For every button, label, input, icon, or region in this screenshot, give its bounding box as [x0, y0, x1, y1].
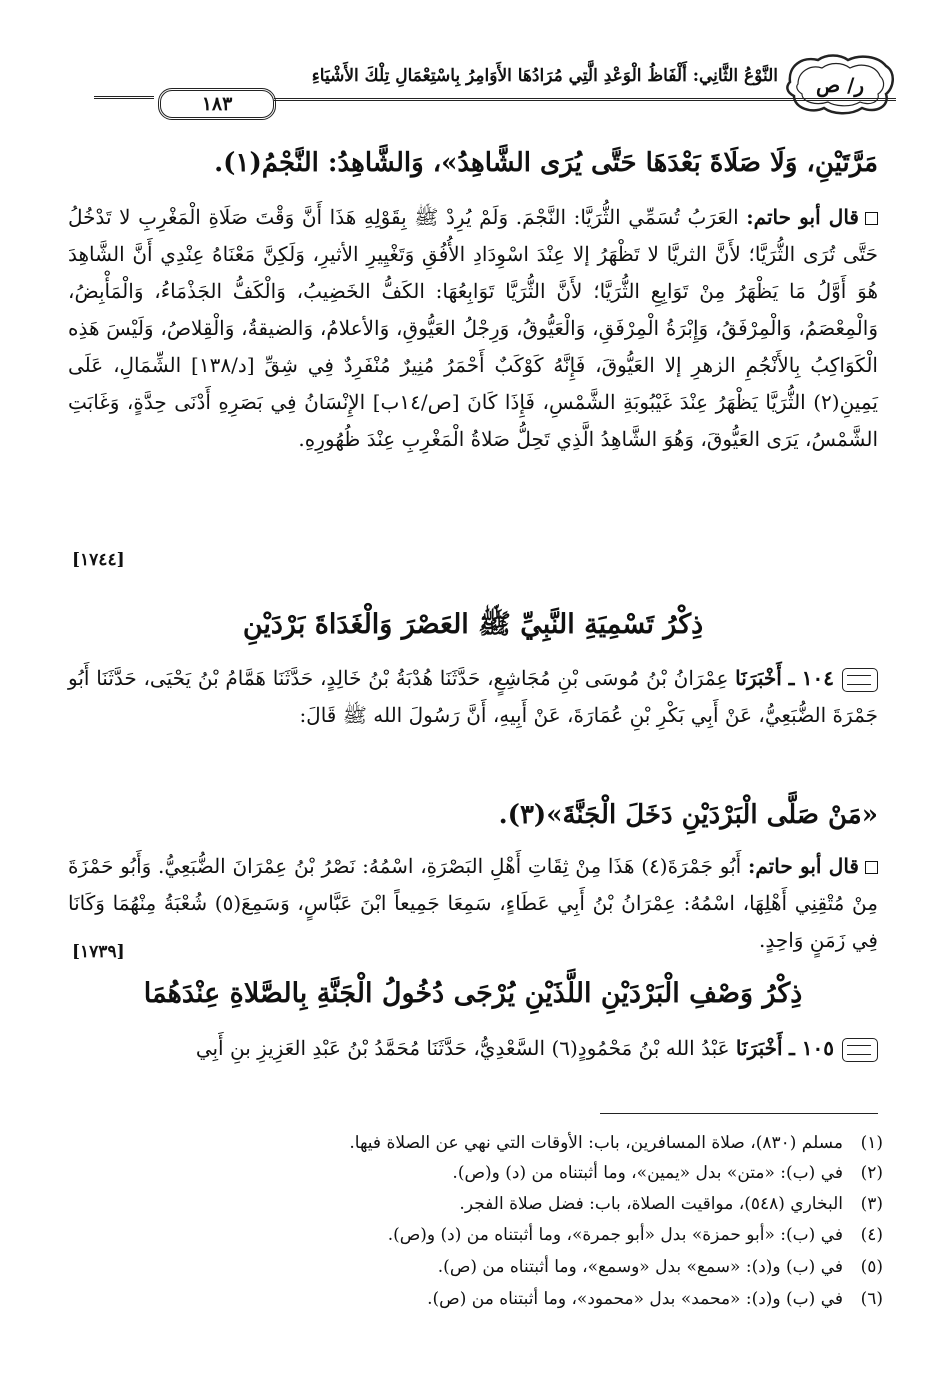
page-number-frame [94, 88, 284, 118]
header-rule [274, 98, 896, 101]
hadith-isnad: عَبْدُ الله بْنُ مَحْمُودٍ(٦) السَّعْدِيُّ، حَدَّثَنَا مُحَمَّدُ بْنُ عَبْدِ العَزِيزِ بنِ أَبِي [195, 1036, 730, 1060]
ornament-icon [784, 52, 896, 116]
footnote-text: في (ب) و(د): «محمد» بدل «محمود»، وما أثبتناه من (ص). [427, 1289, 843, 1309]
footnote-rule [600, 1113, 878, 1114]
commentary-paragraph [68, 848, 878, 959]
footnote [100, 1131, 883, 1155]
footnote-number: (٣) [860, 1194, 883, 1214]
reference-number: [١٧٣٩] [72, 942, 125, 962]
hadith-text: مَرَّتَيْنِ، وَلَا صَلَاةَ بَعْدَهَا حَتَّى يُرَى الشَّاهِدُ»، وَالشَّاهِدُ: النَّجْمُ(١). [214, 148, 878, 178]
running-title: النَّوْعُ الثَّانِي: أَلْفَاظُ الْوَعْدِ الَّتِي مُرَادُهَا الأَوَامِرُ بِاسْتِعْمَالِ تِلْكَ الأَشْيَاءِ [311, 66, 778, 86]
square-bullet-icon [865, 212, 878, 225]
footnote-number: (٤) [860, 1225, 883, 1245]
footnote [100, 1255, 883, 1279]
hadith-isnad: عِمْرَانُ بْنُ مُوسَى بْنِ مُجَاشِعٍ، حَدَّثَنَا هُدْبَةُ بْنُ خَالِدٍ، حَدَّثَنَا هَمَّامُ بْنُ يَحْيَى، حَدَّثَنَا أَبُو جَمْرَةَ الضُّبَعِيُّ، عَنْ أَبِي بَكْرِ بْنِ عُمَارَةَ، عَنْ أَبِيهِ، أَنَّ رَسُولَ الله ﷺ قَالَ: [68, 666, 878, 727]
footnote-text: في (ب) و(د): «سمع» بدل «وسمع»، وما أثبتناه من (ص). [437, 1257, 843, 1277]
footnote [100, 1161, 883, 1185]
hadith-matn: «مَنْ صَلَّى الْبَرْدَيْنِ دَخَلَ الْجَنَّةَ»(٣). [498, 800, 878, 830]
footnote-number: (٥) [860, 1257, 883, 1277]
section-heading: ذِكْرُ تَسْمِيَةِ النَّبِيِّ ﷺ العَصْرَ وَالْغَدَاةَ بَرْدَيْنِ [242, 609, 704, 640]
hadith-lead: أَخْبَرَنَا [735, 1036, 783, 1060]
divider [94, 96, 154, 99]
footnote-number: (٦) [860, 1289, 883, 1309]
hadith-paragraph [68, 1030, 878, 1067]
commentary-lead: قال أبو حاتم: [747, 854, 859, 878]
footnote-text: مسلم (٨٣٠)، صلاة المسافرين، باب: الأوقات التي نهي عن الصلاة فيها. [349, 1133, 843, 1153]
footnote-text: البخاري (٥٤٨)، مواقيت الصلاة، باب: فضل صلاة الفجر. [459, 1194, 843, 1214]
footnote-text: في (ب): «أبو حمزة» بدل «أبو جمرة»، وما أثبتناه من (د) و(ص). [387, 1225, 843, 1245]
footnote-text: في (ب): «متن» بدل «يمين»، وما أثبتناه من (د) و(ص). [452, 1163, 843, 1183]
footnote-number: (٢) [860, 1163, 883, 1183]
footnote-number: (١) [860, 1133, 883, 1153]
footnote [100, 1223, 883, 1247]
hadith-marker-icon [842, 1038, 878, 1062]
hadith-number: ١٠٥ ـ [788, 1036, 834, 1060]
section-heading: ذِكْرُ وَصْفِ الْبَرْدَيْنِ اللَّذَيْنِ يُرْجَى دُخُولُ الْجَنَّةِ بِالصَّلاةِ عِنْدَهُمَا [143, 978, 803, 1009]
page-number: ١٨٣ [158, 88, 276, 120]
hadith-marker-icon [842, 668, 878, 692]
commentary-paragraph [68, 199, 878, 458]
reference-number: [١٧٤٤] [72, 550, 125, 570]
commentary-lead: قال أبو حاتم: [746, 205, 859, 229]
commentary-text: أَبُو جَمْرَةَ(٤) هَذَا مِنْ ثِقَاتِ أَهْلِ البَصْرَةِ، اسْمُهُ: نَصْرُ بْنُ عِمْرَانَ الضُّبَعِيُّ. وَأَبُو حَمْزَةَ مِنْ مُتْقِنِي أَهْلِهَا، اسْمُهُ: عِمْرَانُ بْنُ أَبِي عَطَاءٍ، سَمِعَا جَمِيعاً ابْنَ عَبَّاسٍ، وَسَمِعَ(٥) شُعْبَةُ مِنْهُمَا وَكَانَا فِي زَمَنٍ وَاحِدٍ. [68, 854, 878, 952]
footnote [100, 1287, 883, 1311]
square-bullet-icon [865, 861, 878, 874]
hadith-number: ١٠٤ ـ [788, 666, 834, 690]
hadith-paragraph [68, 660, 878, 734]
footnote [100, 1192, 883, 1216]
ornament-label: ر/ ص [815, 73, 865, 97]
page-header [64, 52, 896, 118]
commentary-text: العَرَبُ تُسَمِّي الثُّرَيَّا: النَّجْمَ. وَلَمْ يُرِدْ ﷺ بِقَوْلِهِ هَذَا أَنَّ وَقْتَ صَلَاةِ الْمَغْرِبِ لا تَدْخُلُ حَتَّى تُرَى الثُّرَيَّا؛ لأَنَّ الثريَّا لا تَظْهَرُ إلا عِنْدَ اسْوِدَادِ الأُفُقِ وَتَغْيِيرِ الأثيرِ، وَلَكِنَّ مَعْنَاهُ عِنْدِي أَنَّ الشَّاهِدَ هُوَ أَوَّلُ مَا يَظْهَرُ مِنْ تَوَابِعِ الثُّرَيَّا؛ لأَنَّ الثُّرَيَّا تَوَابِعُهَا: الكَفُّ الخَضِيبُ، وَالْكَفُّ الجَذْمَاءُ، وَالْمَأْبِضُ، وَالْمِعْصَمُ، وَالْمِرْفَقُ، وَإِبْرَةُ الْمِرْفَقِ، وَالْعَيُّوقُ، وَرِجْلُ العَيُّوقِ، وَالأعلامُ، وَالضيقةُ، وَالْقِلاصُ، وَلَيْسَ هَذِه الْكَوَاكِبُ بِالأَنْجُمِ الزهرِ إلا العَيُّوقَ، فَإِنَّهُ كَوْكَبٌ أَحْمَرُ مُنِيرٌ مُنْفَرِدٌ فِي شِقِّ [د/١٣٨] الشِّمَالِ، عَلَى يَمِينِ(٢) الثُّرَيَّا يَظْهَرُ عِنْدَ غَيْبُوبَةِ الشَّمْسِ، فَإِذَا كَانَ [ص/١٤ب] الإِنْسَانُ فِي بَصَرِهِ أَدْنَى حِدَّةٍ، وَغَابَتِ الشَّمْسُ، يَرَى العَيُّوقَ، وَهُوَ الشَّاهِدُ الَّذِي تَحِلُّ صَلاةُ الْمَغْرِبِ عِنْدَ ظُهُورِهِ. [68, 205, 878, 451]
hadith-lead: أَخْبَرَنَا [735, 666, 782, 690]
